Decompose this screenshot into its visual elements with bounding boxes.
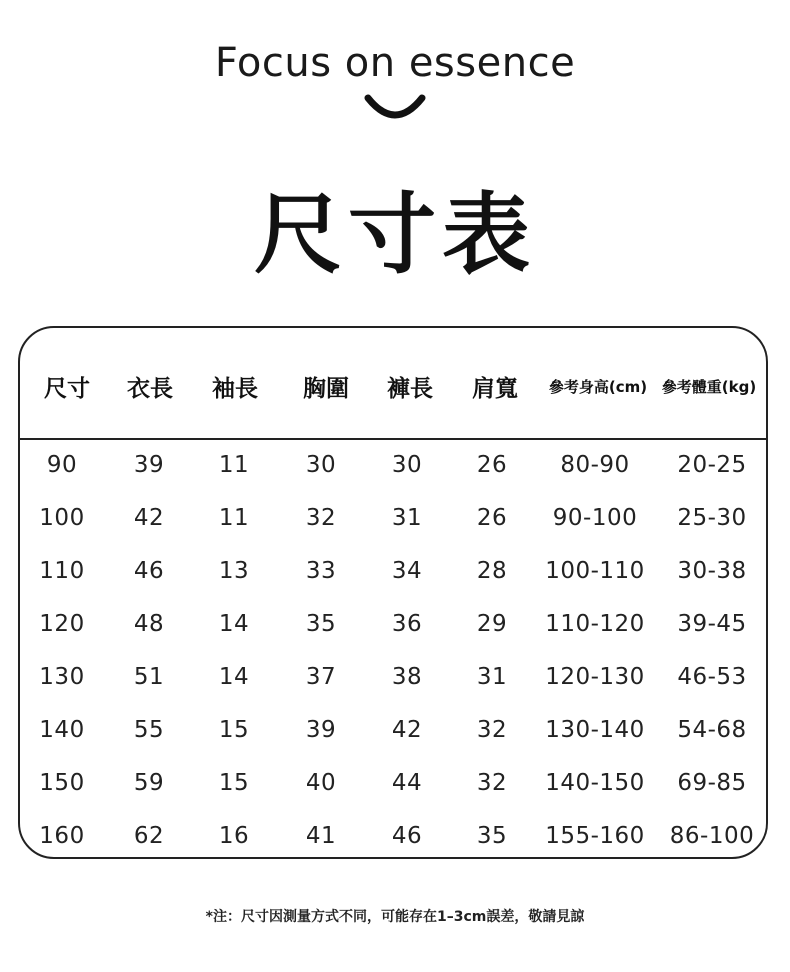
header-sleeve: 袖長 [212,376,258,402]
table-header-row [20,328,766,440]
cell-size: 90 [46,452,78,478]
table-row [20,493,766,546]
footnote: *注：尺寸因測量方式不同，可能存在1–3cm誤差，敬請見諒 [205,909,585,925]
cell-height: 110-120 [545,611,645,637]
cell-sleeve: 15 [218,770,250,796]
cell-sleeve: 13 [218,558,250,584]
cell-length: 39 [133,452,165,478]
header-chest: 胸圍 [303,376,349,402]
cell-shoulder: 26 [476,452,508,478]
cell-size: 150 [39,770,85,796]
header-shoulder: 肩寬 [472,376,518,402]
cell-weight: 86-100 [669,823,755,849]
table-row [20,811,766,859]
cell-pants-length: 36 [391,611,423,637]
cell-shoulder: 32 [476,717,508,743]
cell-shoulder: 31 [476,664,508,690]
cell-pants-length: 31 [391,505,423,531]
header-height: 參考身高(cm) [548,378,648,396]
cell-size: 160 [39,823,85,849]
smile-icon [362,92,428,120]
page-title: 尺寸表 [253,183,536,286]
header-size: 尺寸 [44,376,90,402]
cell-sleeve: 16 [218,823,250,849]
cell-weight: 25-30 [677,505,747,531]
cell-length: 62 [133,823,165,849]
cell-weight: 20-25 [677,452,747,478]
cell-shoulder: 35 [476,823,508,849]
header-length: 衣長 [127,376,173,402]
cell-weight: 69-85 [677,770,747,796]
table-row [20,546,766,599]
cell-chest: 39 [305,717,337,743]
cell-sleeve: 14 [218,611,250,637]
cell-size: 100 [39,505,85,531]
size-table [18,326,768,859]
cell-height: 100-110 [545,558,645,584]
cell-shoulder: 28 [476,558,508,584]
cell-chest: 32 [305,505,337,531]
cell-weight: 30-38 [677,558,747,584]
cell-shoulder: 29 [476,611,508,637]
table-body [20,440,766,857]
cell-shoulder: 26 [476,505,508,531]
cell-size: 120 [39,611,85,637]
table-row [20,705,766,758]
table-row [20,599,766,652]
cell-size: 130 [39,664,85,690]
cell-sleeve: 15 [218,717,250,743]
table-row [20,440,766,493]
cell-height: 90-100 [552,505,638,531]
cell-pants-length: 38 [391,664,423,690]
cell-chest: 37 [305,664,337,690]
cell-chest: 35 [305,611,337,637]
cell-chest: 30 [305,452,337,478]
cell-chest: 33 [305,558,337,584]
table-row [20,652,766,705]
cell-pants-length: 42 [391,717,423,743]
cell-height: 140-150 [545,770,645,796]
header-weight: 參考體重(kg) [661,378,757,396]
cell-height: 155-160 [545,823,645,849]
tagline: Focus on essence [214,40,576,86]
cell-height: 130-140 [545,717,645,743]
cell-length: 46 [133,558,165,584]
cell-pants-length: 30 [391,452,423,478]
cell-sleeve: 11 [218,505,250,531]
cell-size: 140 [39,717,85,743]
cell-height: 120-130 [545,664,645,690]
cell-height: 80-90 [560,452,630,478]
header-pants-length: 褲長 [387,376,433,402]
cell-length: 59 [133,770,165,796]
cell-pants-length: 46 [391,823,423,849]
cell-weight: 54-68 [677,717,747,743]
cell-sleeve: 14 [218,664,250,690]
cell-length: 51 [133,664,165,690]
cell-sleeve: 11 [218,452,250,478]
cell-size: 110 [39,558,85,584]
cell-chest: 41 [305,823,337,849]
table-row [20,758,766,811]
cell-pants-length: 34 [391,558,423,584]
cell-length: 55 [133,717,165,743]
cell-length: 48 [133,611,165,637]
cell-weight: 46-53 [677,664,747,690]
cell-length: 42 [133,505,165,531]
cell-pants-length: 44 [391,770,423,796]
cell-weight: 39-45 [677,611,747,637]
cell-chest: 40 [305,770,337,796]
cell-shoulder: 32 [476,770,508,796]
